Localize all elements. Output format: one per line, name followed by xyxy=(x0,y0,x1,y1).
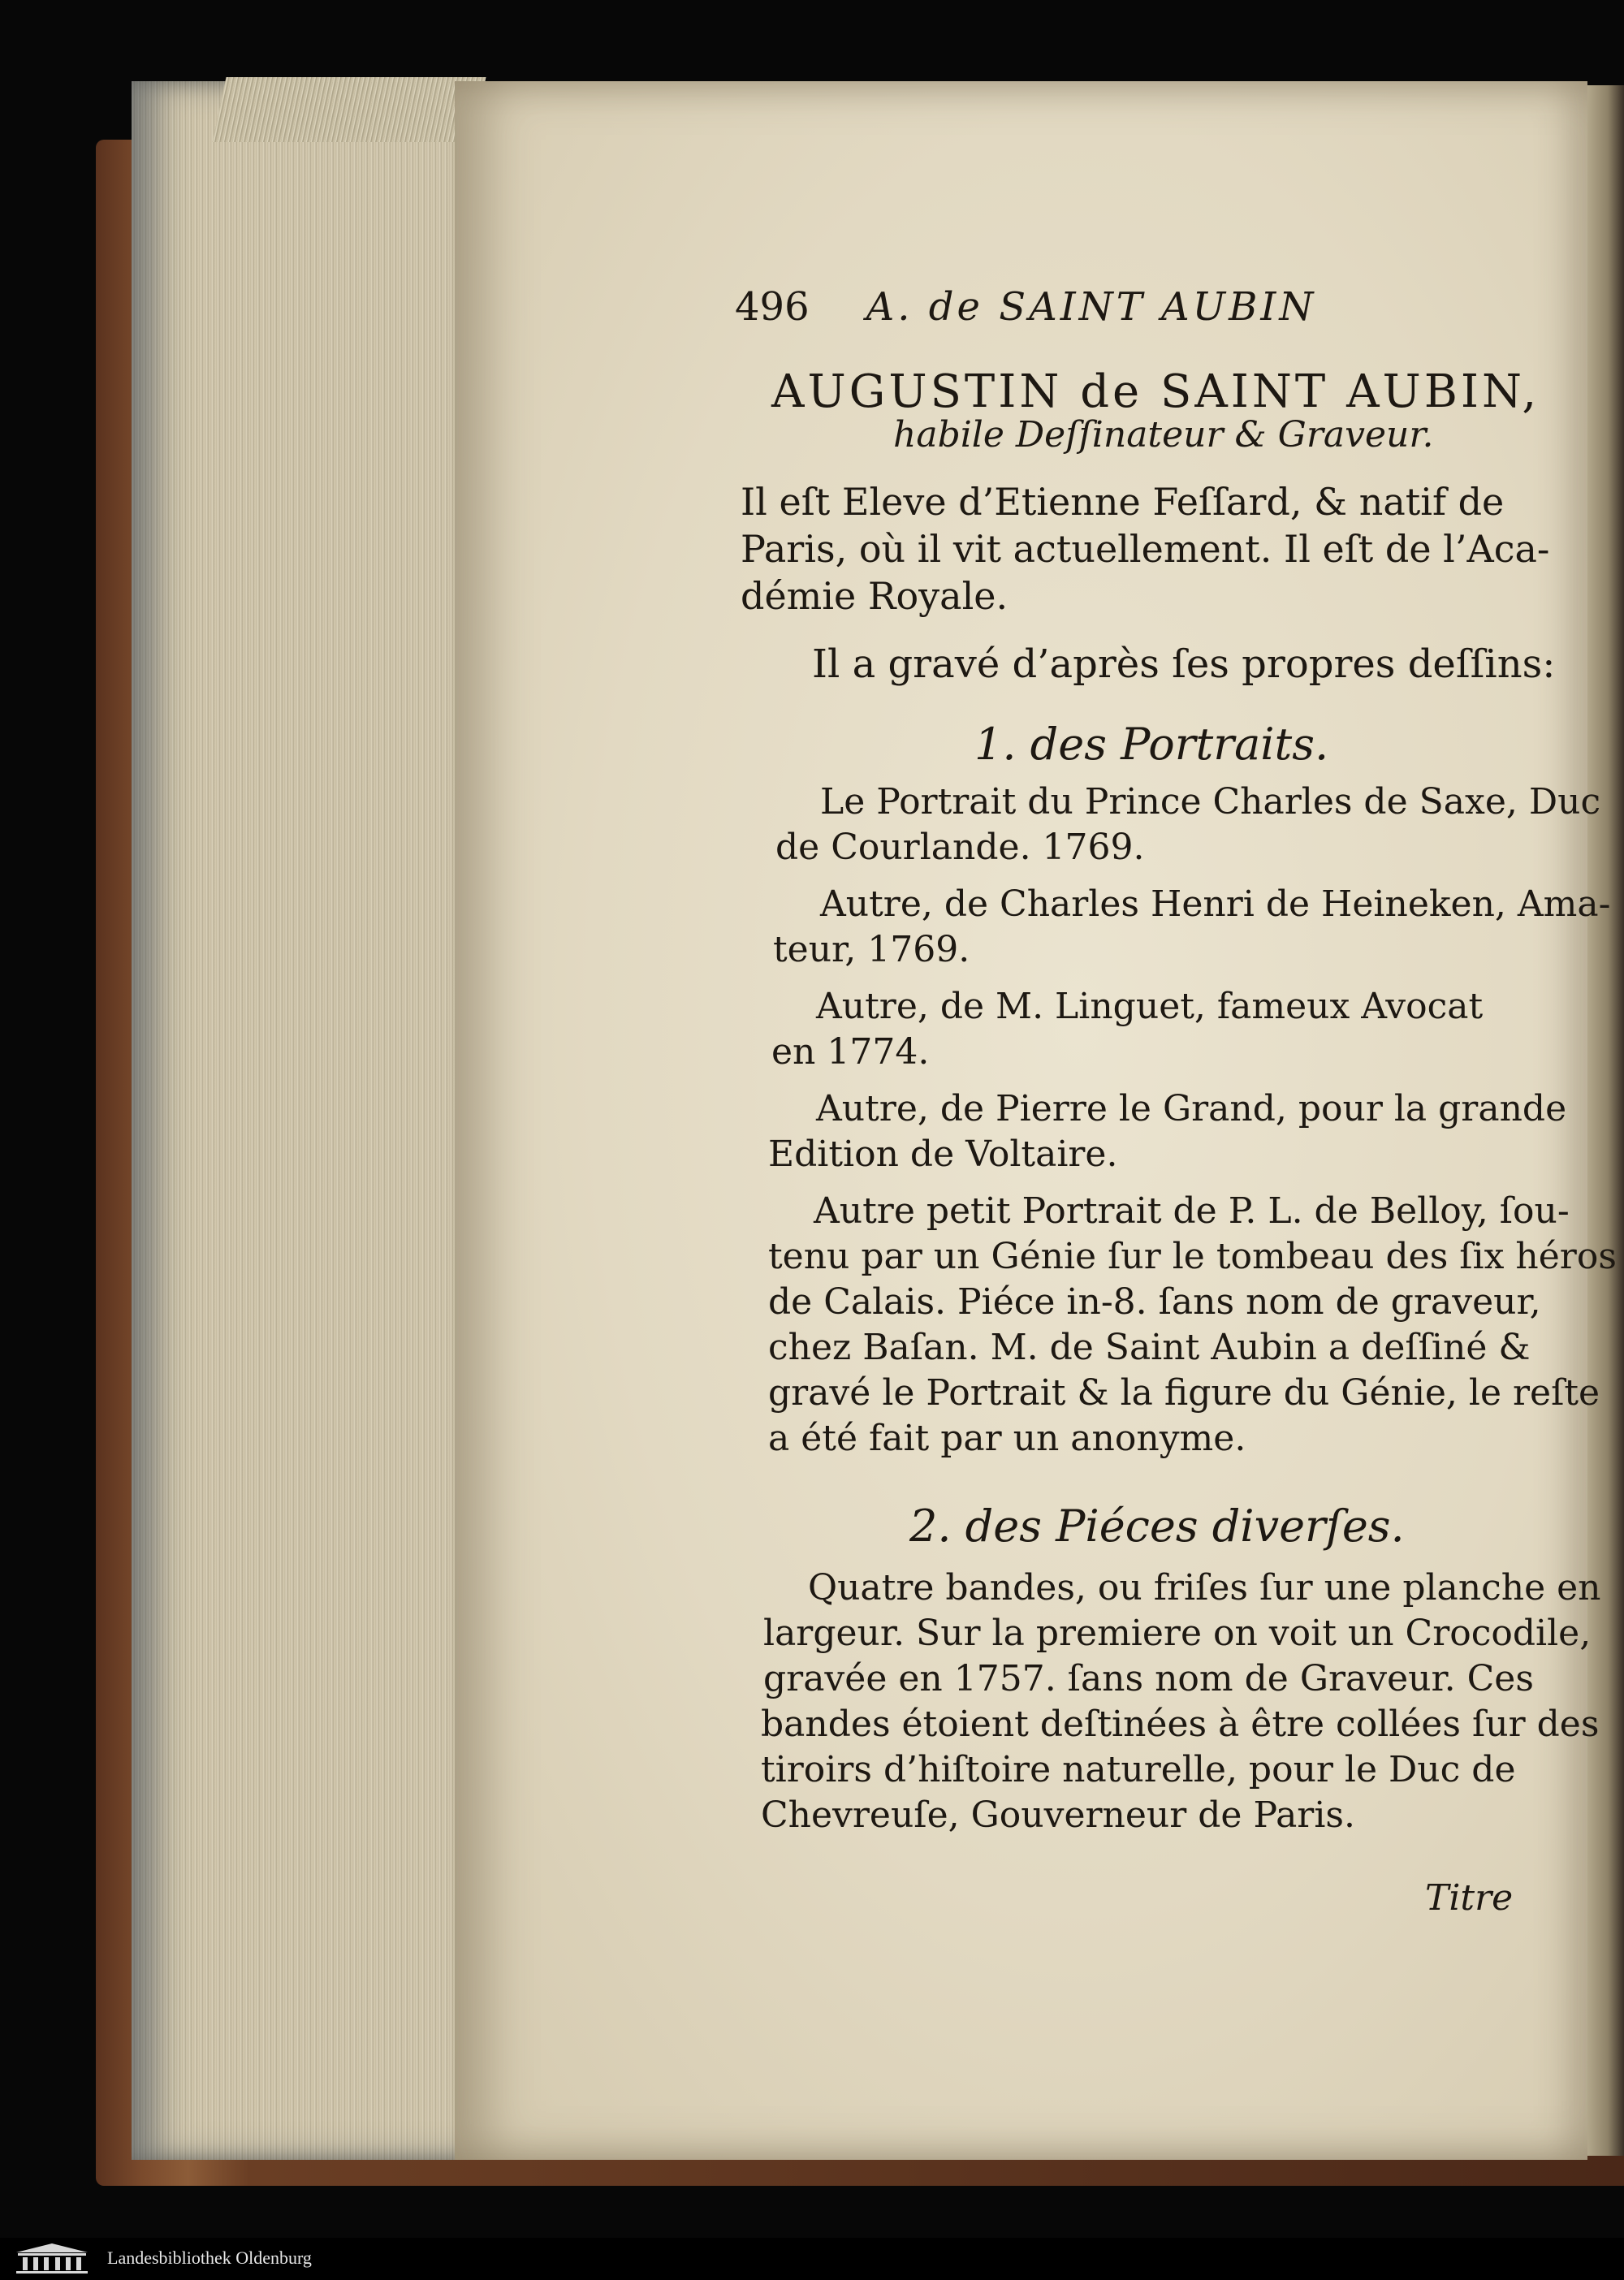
text-line: tiroirs d’hiſtoire naturelle, pour le Duc de xyxy=(761,1749,1516,1790)
text-line: Le Portrait du Prince Charles de Saxe, Duc xyxy=(820,781,1601,823)
text-line: Autre, de Charles Henri de Heineken, Ama- xyxy=(820,883,1611,925)
entry-title: AUGUSTIN de SAINT AUBIN, xyxy=(771,365,1540,418)
text-line: Chevreuſe, Gouverneur de Paris. xyxy=(761,1794,1355,1836)
text-line: teur, 1769. xyxy=(773,929,970,970)
engraved-after-line: Il a gravé d’après ſes propres deſſins: xyxy=(812,641,1556,687)
text-line: gravé le Portrait & la figure du Génie, le reſte xyxy=(768,1372,1600,1414)
text-line: bandes étoient deſtinées à être collées ſur des xyxy=(761,1704,1600,1745)
library-building-icon xyxy=(11,2241,93,2275)
catchword: Titre xyxy=(1425,1877,1514,1919)
text-line: Autre, de Pierre le Grand, pour la grande xyxy=(816,1088,1567,1129)
footer-bar xyxy=(0,2238,1624,2280)
section-heading-diverse: 2. des Piéces diverſes. xyxy=(909,1501,1405,1552)
text-line: Quatre bandes, ou friſes ſur une planche en xyxy=(808,1567,1601,1609)
text-line: largeur. Sur la premiere on voit un Crocodile, xyxy=(763,1613,1592,1654)
text-line: de Courlande. 1769. xyxy=(775,827,1145,868)
text-line: en 1774. xyxy=(771,1031,930,1073)
library-name: Landesbibliothek Oldenburg xyxy=(107,2248,312,2268)
running-head xyxy=(735,284,1316,330)
entry-subtitle: habile Deſſinateur & Graveur. xyxy=(893,414,1434,456)
intro-line: Paris, où il vit actuellement. Il eſt de l’Aca- xyxy=(741,527,1550,571)
text-line: Edition de Voltaire. xyxy=(768,1134,1118,1175)
intro-line: Il eſt Eleve d’Etienne Feſſard, & natif de xyxy=(741,480,1505,524)
page-number: 496 xyxy=(735,284,810,330)
book-page-edges xyxy=(132,81,473,2160)
running-head-title: A. de SAINT AUBIN xyxy=(866,284,1317,330)
text-line: Autre, de M. Linguet, fameux Avocat xyxy=(816,986,1484,1027)
section-heading-portraits: 1. des Portraits. xyxy=(974,719,1329,770)
intro-line: démie Royale. xyxy=(741,574,1009,618)
text-line: tenu par un Génie ſur le tombeau des ſix héros xyxy=(768,1236,1617,1277)
text-line: Autre petit Portrait de P. L. de Belloy, ſou- xyxy=(814,1190,1570,1232)
facing-page-edge xyxy=(1583,85,1624,2156)
text-line: a été fait par un anonyme. xyxy=(768,1418,1246,1459)
text-line: gravée en 1757. ſans nom de Graveur. Ces xyxy=(763,1658,1534,1699)
book-page-edges-top xyxy=(212,77,486,142)
text-line: de Calais. Piéce in-8. ſans nom de graveur, xyxy=(768,1281,1541,1323)
text-line: chez Baſan. M. de Saint Aubin a deſſiné & xyxy=(768,1327,1531,1368)
